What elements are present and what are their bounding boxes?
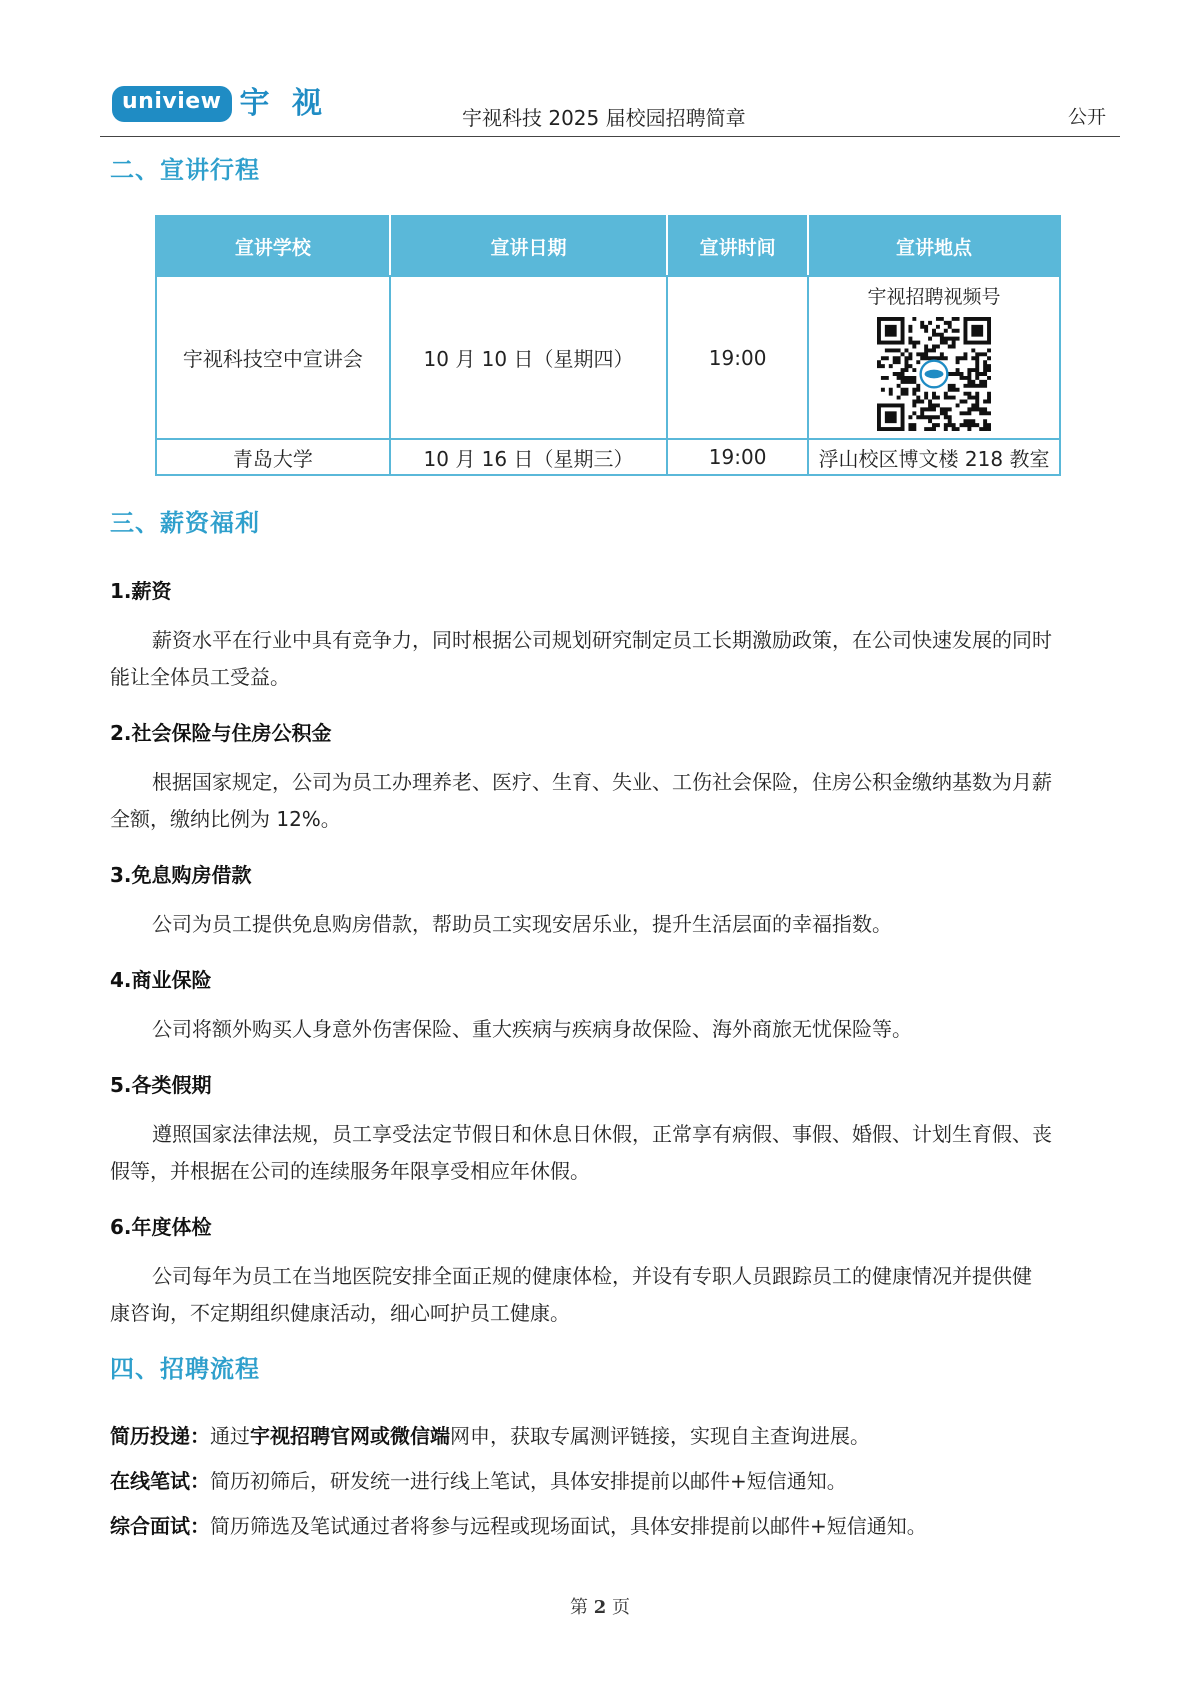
step-emphasis: 宇视招聘官网或微信端 (250, 1424, 450, 1448)
classification-label: 公开 (1067, 106, 1106, 128)
video-channel-label: 宇视招聘视频号 (867, 286, 1001, 308)
table-row (156, 276, 1060, 439)
benefit-text (110, 622, 1110, 696)
text-line: 康咨询，不定期组织健康活动，细心呵护员工健康。 (110, 1301, 570, 1325)
text-line: 能让全体员工受益。 (110, 665, 290, 689)
cell-time: 19:00 (667, 439, 808, 475)
step-label: 在线笔试： (110, 1469, 210, 1493)
cell-time: 19:00 (667, 276, 808, 439)
column-header: 宣讲日期 (390, 216, 667, 276)
page-prefix: 第 (570, 1597, 588, 1618)
cell-location: 浮山校区博文楼 218 教室 (808, 439, 1060, 475)
section-heading-schedule: 二、宣讲行程 (110, 156, 260, 184)
document-title: 宇视科技 2025 届校园招聘简章 (462, 106, 746, 130)
benefit-title: 5.各类假期 (110, 1073, 212, 1097)
step-text: 通过 (210, 1424, 250, 1448)
table-row (156, 439, 1060, 475)
section-heading-process: 四、招聘流程 (110, 1355, 260, 1383)
text-line: 根据国家规定，公司为员工办理养老、医疗、生育、失业、工伤社会保险，住房公积金缴纳基数为月薪 (152, 770, 1052, 794)
section-heading-benefits: 三、薪资福利 (110, 509, 260, 537)
text-line: 假等，并根据在公司的连续服务年限享受相应年休假。 (110, 1159, 590, 1183)
cell-school: 宇视科技空中宣讲会 (156, 276, 390, 439)
text-line: 公司将额外购买人身意外伤害保险、重大疾病与疾病身故保险、海外商旅无忧保险等。 (152, 1017, 912, 1041)
benefit-text (110, 1258, 1110, 1332)
step-label: 综合面试： (110, 1514, 210, 1538)
page-suffix: 页 (612, 1597, 630, 1618)
step-text: 网申，获取专属测评链接，实现自主查询进展。 (450, 1424, 870, 1448)
benefit-title: 3.免息购房借款 (110, 863, 252, 887)
cell-date: 10 月 16 日（星期三） (390, 439, 667, 475)
benefit-text (110, 764, 1110, 838)
process-step (110, 1420, 870, 1449)
qr-code-icon (877, 317, 991, 431)
page-number-value: 2 (593, 1597, 607, 1618)
logo-wordmark: uniview (112, 86, 232, 122)
schedule-table (155, 215, 1061, 476)
benefit-title: 6.年度体检 (110, 1215, 212, 1239)
uniview-logo (112, 86, 328, 122)
column-header: 宣讲地点 (808, 216, 1060, 276)
benefit-title: 2.社会保险与住房公积金 (110, 721, 332, 745)
column-header: 宣讲学校 (156, 216, 390, 276)
text-line: 薪资水平在行业中具有竞争力，同时根据公司规划研究制定员工长期激励政策，在公司快速发展的同时 (152, 628, 1052, 652)
benefit-text (110, 1011, 1110, 1048)
benefit-text (110, 1116, 1110, 1190)
table-header-row (156, 216, 1060, 276)
cell-location (808, 276, 1060, 439)
text-line: 公司为员工提供免息购房借款，帮助员工实现安居乐业，提升生活层面的幸福指数。 (152, 912, 892, 936)
step-text: 简历筛选及笔试通过者将参与远程或现场面试，具体安排提前以邮件+短信通知。 (210, 1514, 927, 1538)
step-label: 简历投递： (110, 1424, 210, 1448)
benefit-title: 4.商业保险 (110, 968, 212, 992)
process-step (110, 1510, 927, 1539)
text-line: 公司每年为员工在当地医院安排全面正规的健康体检，并设有专职人员跟踪员工的健康情况并提供健 (152, 1264, 1032, 1288)
text-line: 遵照国家法律法规，员工享受法定节假日和休息日休假，正常享有病假、事假、婚假、计划生育假、丧 (152, 1122, 1052, 1146)
logo-chinese: 宇 视 (239, 86, 328, 121)
process-step (110, 1465, 847, 1494)
step-text: 简历初筛后，研发统一进行线上笔试，具体安排提前以邮件+短信通知。 (210, 1469, 847, 1493)
page-number (0, 1593, 1200, 1619)
cell-date: 10 月 10 日（星期四） (390, 276, 667, 439)
cell-school: 青岛大学 (156, 439, 390, 475)
benefit-text (110, 906, 1110, 943)
page-header (100, 80, 1120, 137)
column-header: 宣讲时间 (667, 216, 808, 276)
benefit-title: 1.薪资 (110, 579, 172, 603)
text-line: 全额，缴纳比例为 12%。 (110, 807, 341, 831)
